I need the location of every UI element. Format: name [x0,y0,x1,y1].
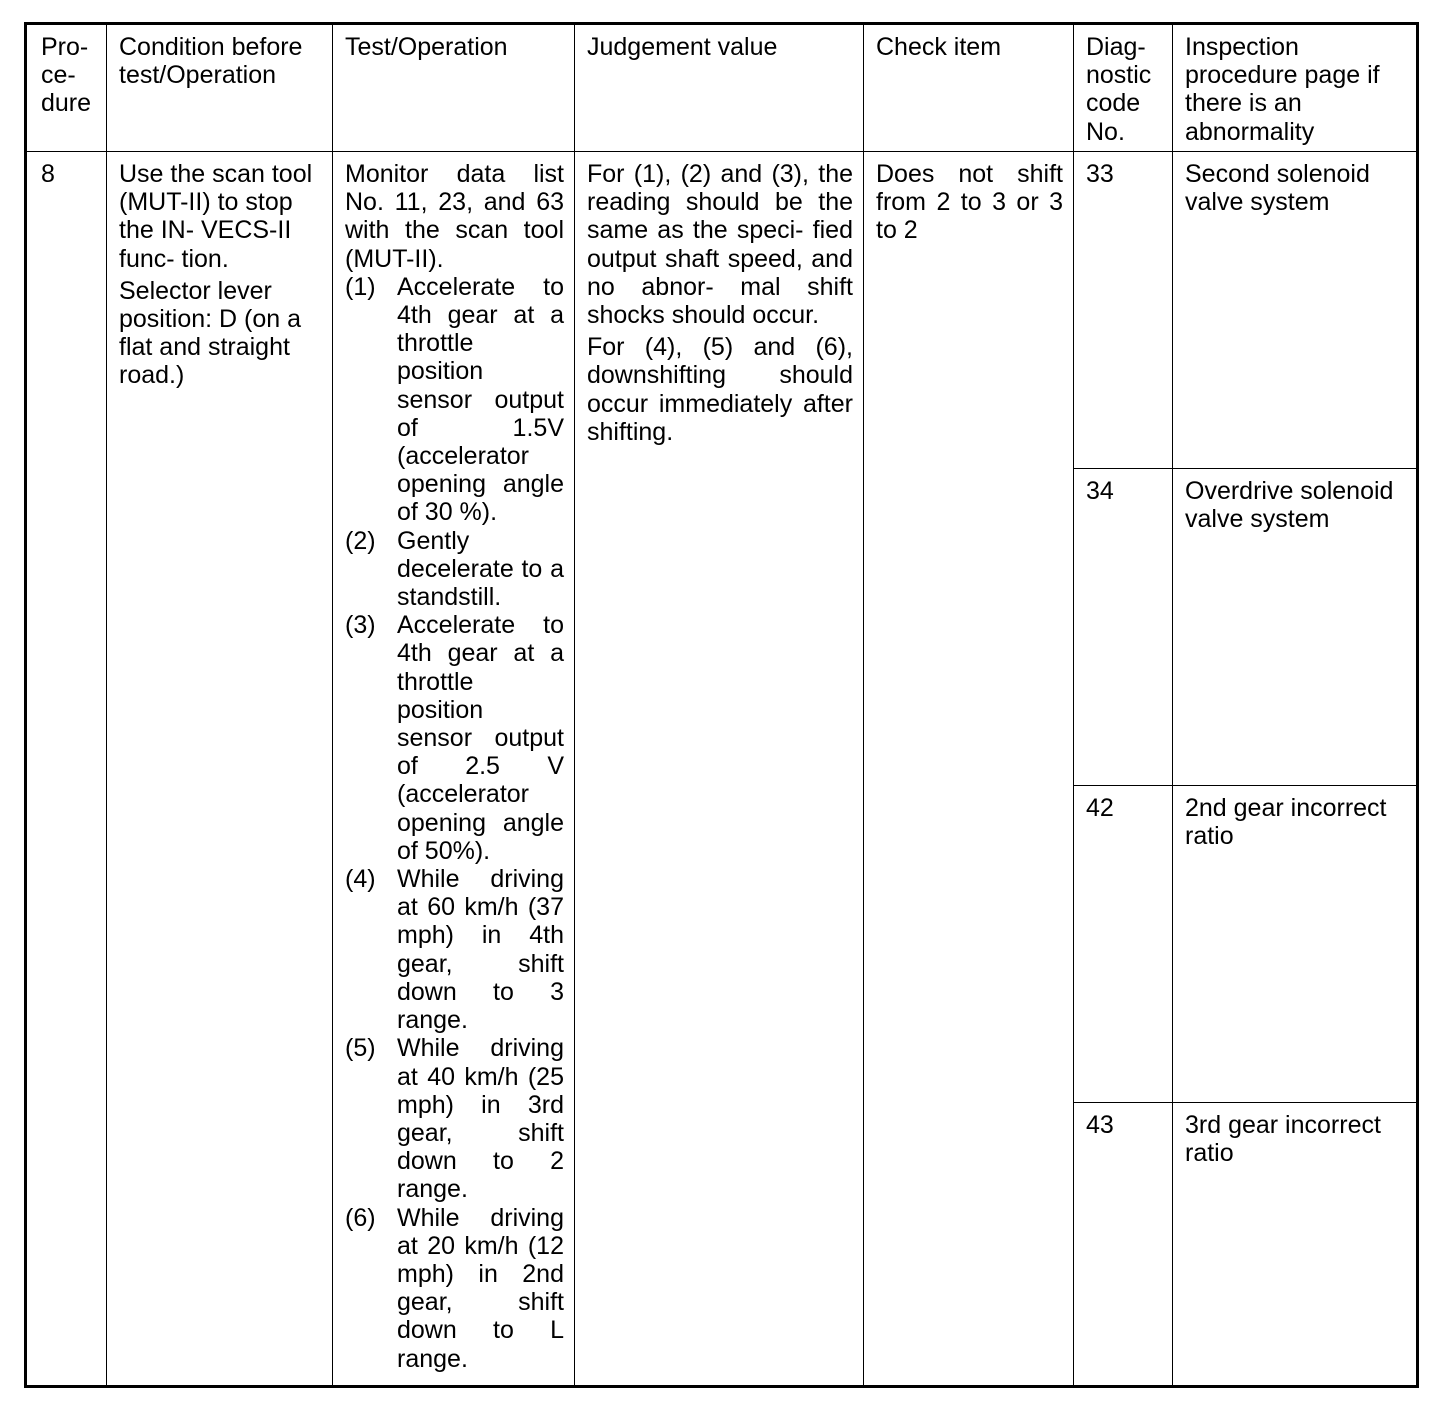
diagnostic-code: 43 [1074,1103,1173,1387]
judgement-cell [575,152,864,1387]
step-number: (2) [345,526,376,555]
test-step [345,1204,564,1373]
condition-cell [107,152,333,1387]
test-step [345,865,564,1034]
test-step [345,1034,564,1203]
step-text: While driving at 60 km/h (37 mph) in 4th gear, shift down to 3 range. [397,865,564,1035]
step-number: (5) [345,1034,376,1063]
inspection-procedure: Overdrive solenoid valve system [1173,469,1418,786]
header-row [26,24,1418,152]
header-judgement: Judgement value [575,24,864,152]
step-number: (3) [345,611,376,640]
judgement-text: For (4), (5) and (6), downshifting should occur immediately after shifting. [587,333,853,446]
condition-text: Selector lever position: D (on a flat and straight road.) [119,276,302,390]
inspection-procedure: 2nd gear incorrect ratio [1173,786,1418,1103]
test-intro: Monitor data list No. 11, 23, and 63 with the scan tool (MUT-II). [345,160,564,273]
step-text: Gently decelerate to a standstill. [397,526,564,612]
header-diagnostic-code: Diag- nostic code No. [1074,24,1173,152]
header-check: Check item [864,24,1074,152]
diagnostic-code: 34 [1074,469,1173,786]
test-step [345,527,564,612]
header-test: Test/Operation [333,24,575,152]
step-text: While driving at 20 km/h (12 mph) in 2nd gear, shift down to L range. [397,1203,564,1373]
step-text: Accelerate to 4th gear at a throttle position sensor output of 1.5V (accelerator opening angle of 30 %). [397,272,564,527]
inspection-table [24,22,1419,1388]
step-text: While driving at 40 km/h (25 mph) in 3rd gear, shift down to 2 range. [397,1034,564,1204]
procedure-number: 8 [26,152,107,1387]
diagnostic-code: 33 [1074,152,1173,469]
step-number: (4) [345,865,376,894]
test-step [345,611,564,865]
table-row [26,152,1418,469]
test-step [345,273,564,527]
step-number: (1) [345,272,376,301]
inspection-procedure: 3rd gear incorrect ratio [1173,1103,1418,1387]
inspection-procedure: Second solenoid valve system [1173,152,1418,469]
judgement-text: For (1), (2) and (3), the reading should be the same as the speci- fied output shaft speed, and no abnor- mal shift shocks should occur. [587,160,853,330]
step-text: Accelerate to 4th gear at a throttle position sensor output of 2.5 V (accelerator opening angle of 50%). [397,611,564,865]
condition-text: Use the scan tool (MUT-II) to stop the IN- VECS-II func- tion. [119,160,313,273]
step-number: (6) [345,1203,376,1232]
test-operation-cell [333,152,575,1387]
diagnostic-code: 42 [1074,786,1173,1103]
check-item-cell: Does not shift from 2 to 3 or 3 to 2 [864,152,1074,1387]
header-condition: Condition before test/Operation [107,24,333,152]
header-procedure: Pro- ce- dure [26,24,107,152]
header-inspection-page: Inspection procedure page if there is an abnormality [1173,24,1418,152]
